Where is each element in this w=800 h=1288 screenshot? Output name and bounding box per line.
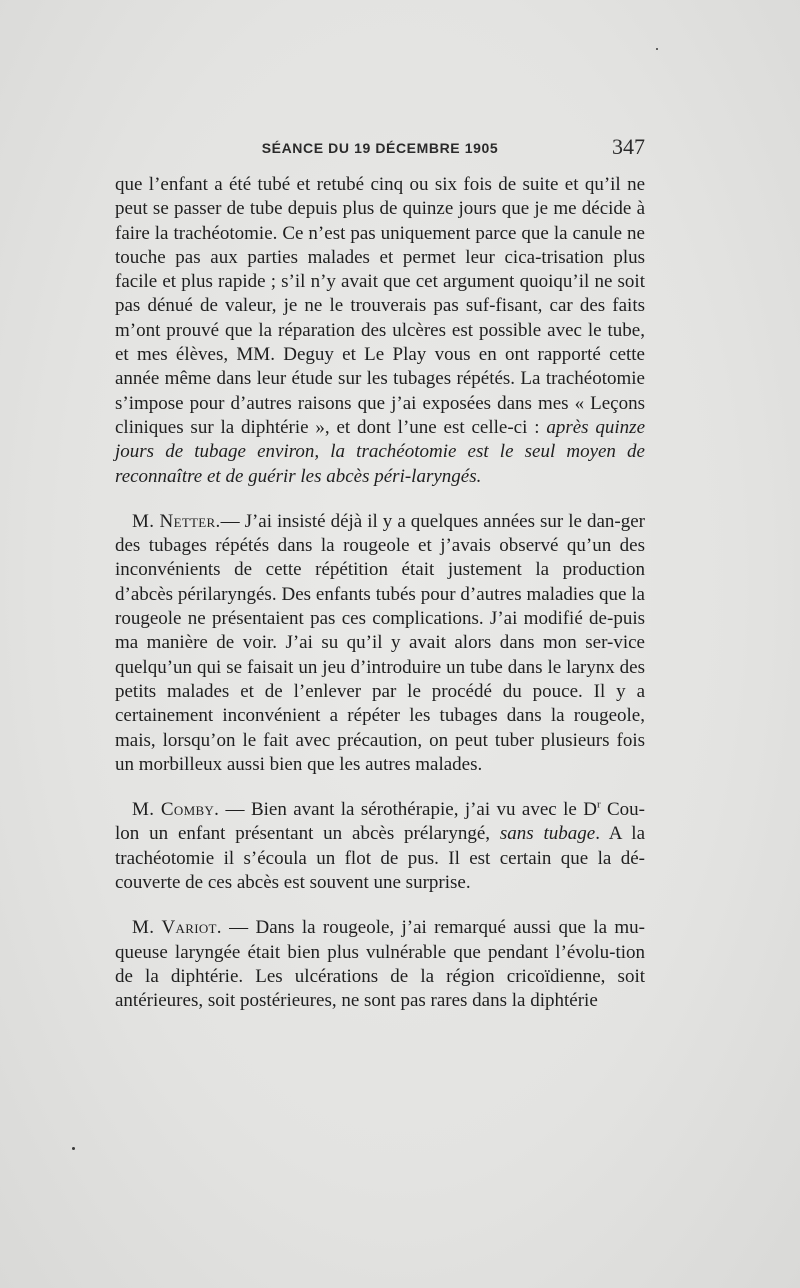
speaker-name: M. Netter. bbox=[132, 510, 221, 532]
italic-conclusion: après quinze jours de tubage environ, la trachéotomie est le seul moyen de reconnaître et de guérir les abcès péri-laryngés. bbox=[115, 416, 646, 487]
paragraph-text: — Dans la rougeole, j’ai remarqué aussi que la mu-queuse laryngée était bien plus vulnérable que pendant l’évolu-tion de la diphtérie. Les ulcérations de la région cricoïdienne, soit antérieures, soit postérieures, ne sont pas rares dans la diphtérie bbox=[115, 917, 645, 1012]
italic-phrase: sans tubage bbox=[499, 823, 596, 845]
running-title: SÉANCE DU 19 DÉCEMBRE 1905 bbox=[261, 140, 499, 156]
paragraph-text: . A la trachéotomie il s’écoula un flot de pus. Il est certain que la dé-couverte de ces abcès est souvent une surprise. bbox=[115, 823, 645, 894]
paragraph-variot bbox=[115, 916, 645, 1013]
paragraph-continuation bbox=[115, 173, 645, 489]
paragraph-text: — J’ai insisté déjà il y a quelques années sur le dan-ger des tubages répétés dans la rougeole et j’avais observé qu’un des inconvénients de cette répétition était justement la production d’abcès périlaryngés. Des enfants tubés pour d’autres maladies que la rougeole ne présentaient pas ces complications. J’ai modifié de-puis ma manière de voir. J’ai su qu’il y avait alors dans mon ser-vice quelqu’un qui se faisait un jeu d’introduire un tube dans le larynx des petits malades et de l’enlever par le procédé du pouce. Il y a certainement inconvénient a répéter les tubages dans la rougeole, mais, lorsqu’on le fait avec précaution, on peut tuber plusieurs fois un morbilleux aussi bien que les autres malades. bbox=[115, 510, 645, 775]
paragraph-comby bbox=[115, 798, 645, 895]
running-head bbox=[115, 134, 645, 164]
paper-speck bbox=[656, 48, 658, 50]
paragraph-text: Cou-lon un enfant présentant un abcès prélaryngé, bbox=[115, 799, 645, 845]
paragraph-text: — Bien avant la sérothérapie, j’ai vu avec le D bbox=[219, 799, 597, 821]
speaker-name: M. Comby. bbox=[132, 799, 220, 821]
paper-speck bbox=[72, 1147, 75, 1150]
paragraph-netter bbox=[115, 510, 645, 777]
page-number: 347 bbox=[612, 134, 645, 159]
superscript: r bbox=[596, 798, 601, 811]
paragraph-text: que l’enfant a été tubé et retubé cinq ou six fois de suite et qu’il ne peut se passer de tube depuis plus de quinze jours que je me décide à faire la trachéotomie. Ce n’est pas uniquement parce que la canule ne touche pas aux parties malades et permet leur cica-trisation plus facile et plus rapide ; s’il n’y avait que cet argument quoiqu’il ne soit pas dénué de valeur, je ne le trouverais pas suf-fisant, car des faits m’ont prouvé que la réparation des ulcères est possible avec le tube, et mes élèves, MM. Deguy et Le Play vous en ont rapporté cette année même dans leur étude sur les tubages répétés. La trachéotomie s’impose pour d’autres raisons que j’ai exposées dans mes « Leçons cliniques sur la diphtérie », et dont l’une est celle-ci : bbox=[115, 174, 645, 438]
speaker-name: M. Variot. bbox=[132, 917, 222, 939]
body-text bbox=[115, 173, 645, 1014]
